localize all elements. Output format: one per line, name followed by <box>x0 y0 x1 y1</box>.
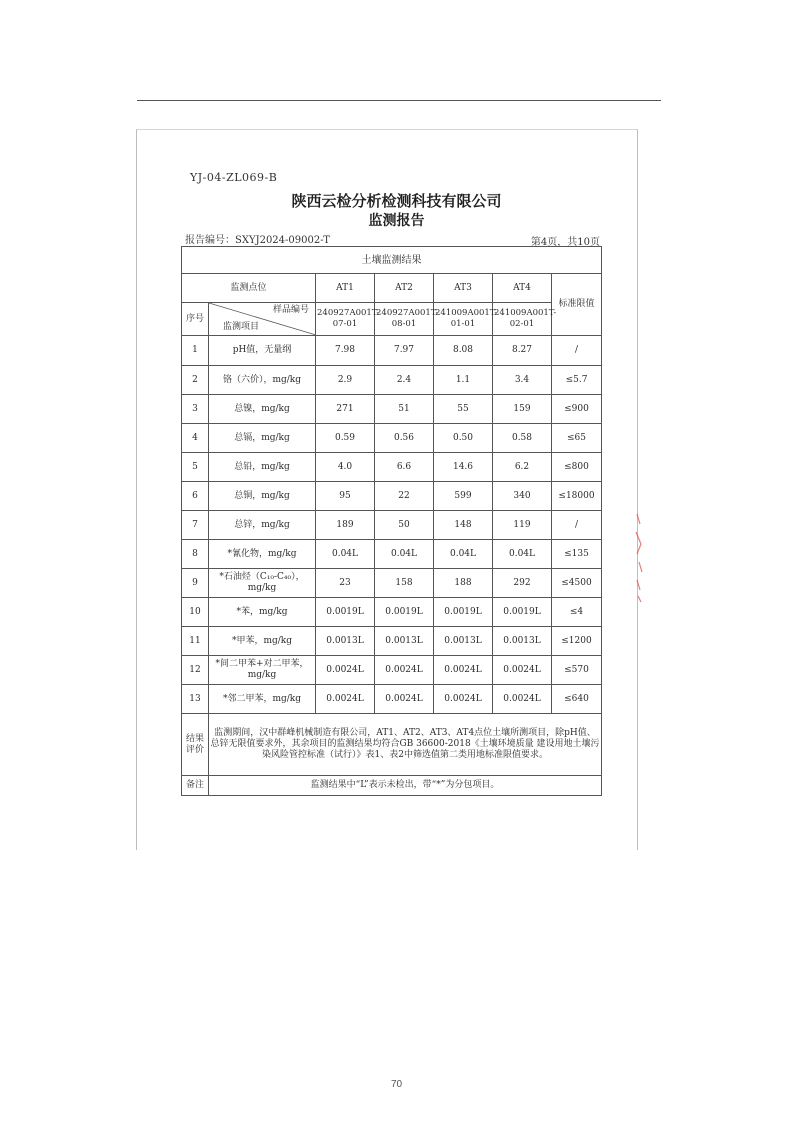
point-at2: AT2 <box>375 274 434 303</box>
point-at1: AT1 <box>316 274 375 303</box>
value-at1: 0.04L <box>316 540 375 569</box>
sample-code-at2: 240927A001T-08-01 <box>375 303 434 336</box>
table-row <box>182 366 602 395</box>
row-limit: ≤640 <box>552 685 602 714</box>
row-limit: ≤18000 <box>552 482 602 511</box>
row-no: 6 <box>182 482 209 511</box>
value-at3: 0.50 <box>434 424 493 453</box>
value-at1: 4.0 <box>316 453 375 482</box>
value-at4: 3.4 <box>493 366 552 395</box>
row-limit: ≤1200 <box>552 627 602 656</box>
row-no: 1 <box>182 336 209 366</box>
row-limit: ≤4500 <box>552 569 602 598</box>
value-at1: 0.0024L <box>316 656 375 685</box>
row-limit: ≤4 <box>552 598 602 627</box>
row-item: *间二甲苯+对二甲苯，mg/kg <box>209 656 316 685</box>
value-at1: 0.0024L <box>316 685 375 714</box>
row-no: 12 <box>182 656 209 685</box>
value-at1: 0.0019L <box>316 598 375 627</box>
row-item: 总铅，mg/kg <box>209 453 316 482</box>
point-header: 监测点位 <box>182 274 316 303</box>
value-at2: 0.0024L <box>375 685 434 714</box>
value-at1: 0.59 <box>316 424 375 453</box>
table-row <box>182 627 602 656</box>
table-row <box>182 482 602 511</box>
value-at1: 271 <box>316 395 375 424</box>
table-caption: 土壤监测结果 <box>182 247 602 274</box>
row-no: 9 <box>182 569 209 598</box>
row-limit: ≤800 <box>552 453 602 482</box>
value-at4: 6.2 <box>493 453 552 482</box>
value-at1: 7.98 <box>316 336 375 366</box>
value-at4: 0.0024L <box>493 656 552 685</box>
company-name: 陕西云检分析检测科技有限公司 <box>291 192 502 210</box>
row-limit: ≤900 <box>552 395 602 424</box>
value-at2: 7.97 <box>375 336 434 366</box>
page-number: 70 <box>390 1079 403 1090</box>
row-item: *氰化物，mg/kg <box>209 540 316 569</box>
value-at1: 0.0013L <box>316 627 375 656</box>
soil-results-table <box>181 246 602 796</box>
table-row <box>182 656 602 685</box>
value-at4: 0.04L <box>493 540 552 569</box>
value-at3: 0.0024L <box>434 656 493 685</box>
value-at2: 0.04L <box>375 540 434 569</box>
value-at4: 0.0013L <box>493 627 552 656</box>
row-no: 11 <box>182 627 209 656</box>
note-label: 备注 <box>182 776 209 796</box>
value-at2: 2.4 <box>375 366 434 395</box>
evaluation-text: 监测期间，汉中群峰机械制造有限公司，AT1、AT2、AT3、AT4点位土壤所测项目，除pH值、总锌无限值要求外，其余项目的监测结果均符合GB 36600-2018《土壤环境质量 建设用地土壤污染风险管控标准（试行）》表1、表2中筛选值第二类用地标准限值要求。 <box>209 714 602 776</box>
value-at3: 55 <box>434 395 493 424</box>
value-at2: 51 <box>375 395 434 424</box>
value-at3: 0.0013L <box>434 627 493 656</box>
value-at3: 188 <box>434 569 493 598</box>
row-no: 2 <box>182 366 209 395</box>
evaluation-label: 结果评价 <box>182 714 209 776</box>
table-row <box>182 569 602 598</box>
standard-header: 标准限值 <box>552 274 602 336</box>
row-item: *甲苯，mg/kg <box>209 627 316 656</box>
row-limit: / <box>552 336 602 366</box>
value-at2: 158 <box>375 569 434 598</box>
row-item: 总镍，mg/kg <box>209 395 316 424</box>
report-title: 监测报告 <box>368 213 425 229</box>
stamp-fragment <box>631 510 645 605</box>
row-no: 5 <box>182 453 209 482</box>
row-limit: ≤570 <box>552 656 602 685</box>
point-at4: AT4 <box>493 274 552 303</box>
value-at3: 1.1 <box>434 366 493 395</box>
row-limit: ≤135 <box>552 540 602 569</box>
row-item: *苯，mg/kg <box>209 598 316 627</box>
row-item: 总镉，mg/kg <box>209 424 316 453</box>
table-row <box>182 424 602 453</box>
sample-code-at3: 241009A001T-01-01 <box>434 303 493 336</box>
value-at1: 2.9 <box>316 366 375 395</box>
value-at3: 14.6 <box>434 453 493 482</box>
sample-no-header: 样品编号 <box>272 305 309 315</box>
row-no: 10 <box>182 598 209 627</box>
table-row <box>182 598 602 627</box>
value-at4: 292 <box>493 569 552 598</box>
value-at4: 340 <box>493 482 552 511</box>
row-item: 总锌，mg/kg <box>209 511 316 540</box>
value-at2: 0.0019L <box>375 598 434 627</box>
row-item: 铬（六价），mg/kg <box>209 366 316 395</box>
row-no: 7 <box>182 511 209 540</box>
row-limit: ≤65 <box>552 424 602 453</box>
value-at4: 0.0024L <box>493 685 552 714</box>
row-no: 3 <box>182 395 209 424</box>
value-at3: 8.08 <box>434 336 493 366</box>
value-at3: 0.0019L <box>434 598 493 627</box>
row-limit: ≤5.7 <box>552 366 602 395</box>
value-at2: 6.6 <box>375 453 434 482</box>
sample-item-header <box>209 303 316 336</box>
value-at4: 119 <box>493 511 552 540</box>
item-header: 监测项目 <box>223 322 260 332</box>
value-at3: 148 <box>434 511 493 540</box>
row-item: *邻二甲苯，mg/kg <box>209 685 316 714</box>
value-at3: 599 <box>434 482 493 511</box>
row-no: 13 <box>182 685 209 714</box>
table-row <box>182 511 602 540</box>
point-at3: AT3 <box>434 274 493 303</box>
value-at1: 95 <box>316 482 375 511</box>
value-at4: 0.58 <box>493 424 552 453</box>
row-no: 8 <box>182 540 209 569</box>
sample-code-at4: 241009A001T-02-01 <box>493 303 552 336</box>
value-at4: 8.27 <box>493 336 552 366</box>
value-at1: 189 <box>316 511 375 540</box>
table-row <box>182 685 602 714</box>
value-at4: 159 <box>493 395 552 424</box>
row-limit: / <box>552 511 602 540</box>
report-number: 报告编号：SXYJ2024-09002-T <box>185 235 330 246</box>
table-row <box>182 453 602 482</box>
value-at3: 0.04L <box>434 540 493 569</box>
sample-code-at1: 240927A001T-07-01 <box>316 303 375 336</box>
header-rule <box>137 100 661 101</box>
value-at2: 0.0013L <box>375 627 434 656</box>
seq-header: 序号 <box>182 303 209 336</box>
value-at2: 22 <box>375 482 434 511</box>
table-row <box>182 336 602 366</box>
value-at3: 0.0024L <box>434 685 493 714</box>
table-row <box>182 540 602 569</box>
row-item: 总铜，mg/kg <box>209 482 316 511</box>
value-at4: 0.0019L <box>493 598 552 627</box>
row-item: pH值，无量纲 <box>209 336 316 366</box>
value-at2: 0.56 <box>375 424 434 453</box>
value-at1: 23 <box>316 569 375 598</box>
form-code: YJ-04-ZL069-B <box>190 171 278 184</box>
page-info: 第4页，共10页 <box>530 237 600 248</box>
value-at2: 50 <box>375 511 434 540</box>
note-text: 监测结果中“L”表示未检出，带“*”为分包项目。 <box>209 776 602 796</box>
value-at2: 0.0024L <box>375 656 434 685</box>
table-row <box>182 395 602 424</box>
row-item: *石油烃（C₁₀-C₄₀），mg/kg <box>209 569 316 598</box>
row-no: 4 <box>182 424 209 453</box>
